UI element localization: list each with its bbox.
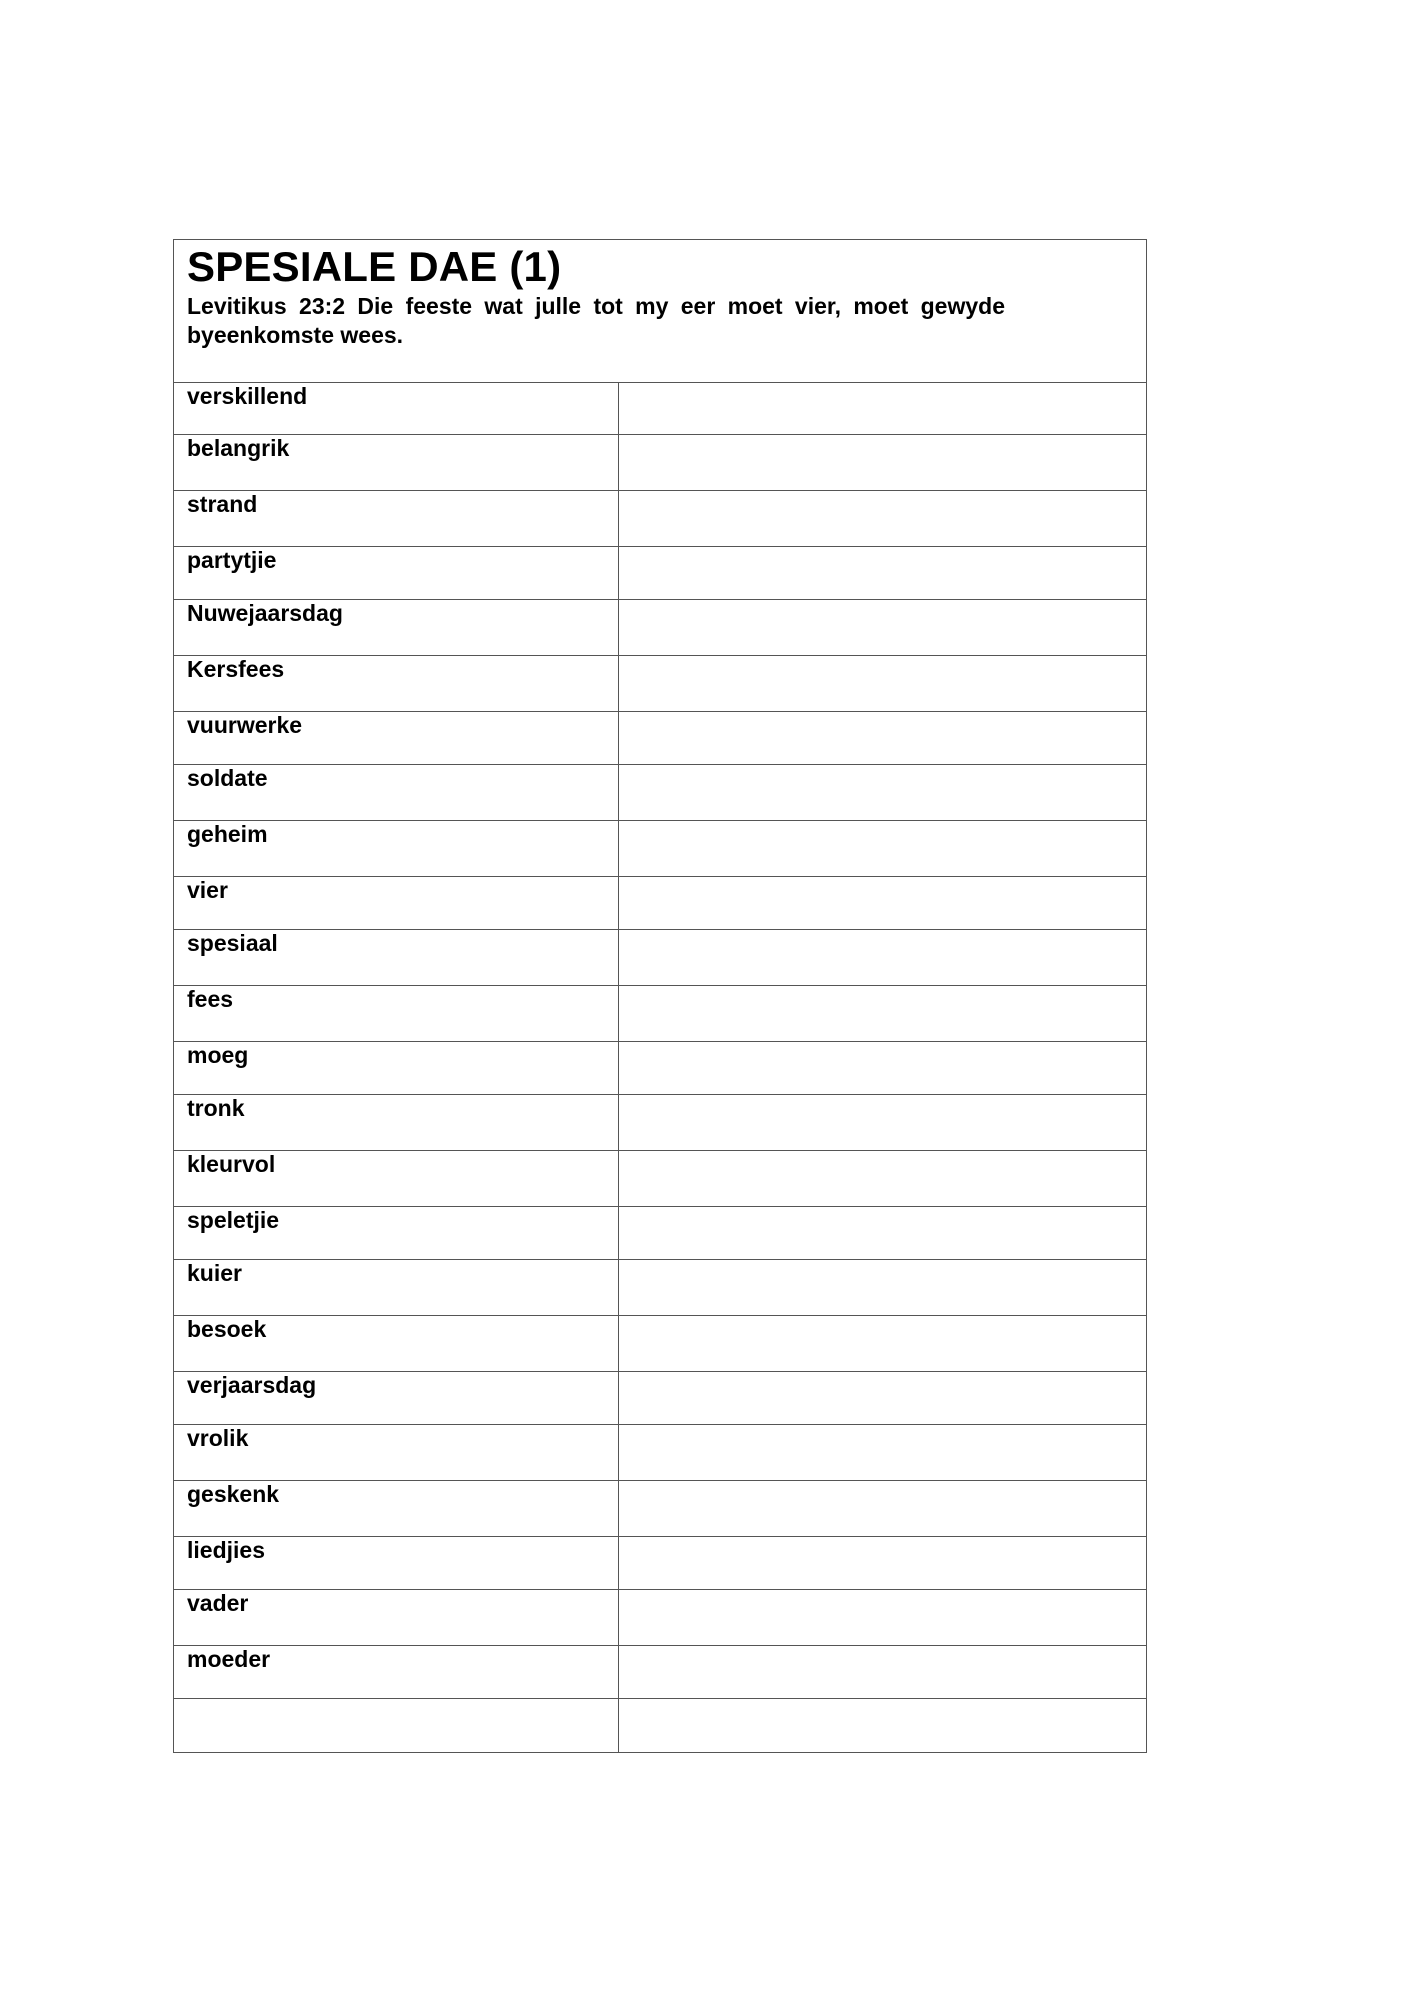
vocabulary-word: vier: [187, 877, 228, 903]
table-row: [174, 821, 1146, 877]
table-row: [174, 600, 1146, 656]
table-row: [174, 1646, 1146, 1699]
answer-cell[interactable]: [620, 1260, 1146, 1315]
answer-cell[interactable]: [620, 1042, 1146, 1094]
vocabulary-word: verjaarsdag: [187, 1372, 317, 1398]
answer-cell[interactable]: [620, 547, 1146, 599]
table-row: [174, 491, 1146, 547]
answer-cell[interactable]: [620, 1699, 1146, 1752]
answer-cell[interactable]: [620, 600, 1146, 655]
page-title: SPESIALE DAE (1): [187, 243, 562, 290]
vocabulary-word: tronk: [187, 1095, 245, 1121]
table-row: [174, 877, 1146, 930]
answer-cell[interactable]: [620, 491, 1146, 546]
vocabulary-word: geskenk: [187, 1481, 280, 1507]
table-row: [174, 1260, 1146, 1316]
vocabulary-word: vuurwerke: [187, 712, 303, 738]
answer-cell[interactable]: [620, 712, 1146, 764]
vocabulary-word: vader: [187, 1590, 249, 1616]
answer-cell[interactable]: [620, 383, 1146, 434]
table-row: [174, 547, 1146, 600]
table-row: [174, 765, 1146, 821]
answer-cell[interactable]: [620, 435, 1146, 490]
answer-cell[interactable]: [620, 1646, 1146, 1698]
vocabulary-word: kleurvol: [187, 1151, 276, 1177]
answer-cell[interactable]: [620, 1537, 1146, 1589]
table-row: [174, 1095, 1146, 1151]
answer-cell[interactable]: [620, 1590, 1146, 1645]
table-row: [174, 383, 1146, 435]
answer-cell[interactable]: [620, 765, 1146, 820]
vocabulary-word: vrolik: [187, 1425, 249, 1451]
table-row: [174, 1207, 1146, 1260]
vocabulary-word: kuier: [187, 1260, 242, 1286]
table-row: [174, 1481, 1146, 1537]
scripture-verse: Levitikus 23:2 Die feeste wat julle tot my eer moet vier, moet gewyde byeenkomste wees.: [187, 293, 1005, 348]
answer-cell[interactable]: [620, 1481, 1146, 1536]
table-row: [174, 1590, 1146, 1646]
answer-cell[interactable]: [620, 656, 1146, 711]
vocabulary-word: moeder: [187, 1646, 271, 1672]
answer-cell[interactable]: [620, 877, 1146, 929]
vocabulary-word: spesiaal: [187, 930, 278, 956]
vocabulary-word: soldate: [187, 765, 268, 791]
table-row: [174, 1425, 1146, 1481]
vocabulary-word: partytjie: [187, 547, 277, 573]
answer-cell[interactable]: [620, 1095, 1146, 1150]
vocabulary-word: belangrik: [187, 435, 290, 461]
vocabulary-word: Kersfees: [187, 656, 285, 682]
worksheet-table: [173, 239, 1147, 1753]
table-row: [174, 1537, 1146, 1590]
answer-cell[interactable]: [620, 1151, 1146, 1206]
table-row: [174, 1372, 1146, 1425]
table-row: [174, 712, 1146, 765]
answer-cell[interactable]: [620, 821, 1146, 876]
vocabulary-word: speletjie: [187, 1207, 280, 1233]
vocabulary-word: besoek: [187, 1316, 267, 1342]
table-row: [174, 435, 1146, 491]
vocabulary-word: fees: [187, 986, 234, 1012]
vocabulary-word: strand: [187, 491, 258, 517]
table-row: [174, 986, 1146, 1042]
worksheet-header: [174, 240, 1146, 383]
vocabulary-word: Nuwejaarsdag: [187, 600, 343, 626]
answer-cell[interactable]: [620, 1207, 1146, 1259]
table-row: [174, 1042, 1146, 1095]
vocabulary-word: liedjies: [187, 1537, 265, 1563]
answer-cell[interactable]: [620, 1316, 1146, 1371]
table-row: [174, 930, 1146, 986]
answer-cell[interactable]: [620, 1372, 1146, 1424]
table-row: [174, 1699, 1146, 1752]
vocabulary-word: moeg: [187, 1042, 249, 1068]
answer-cell[interactable]: [620, 986, 1146, 1041]
vocabulary-word: geheim: [187, 821, 268, 847]
table-row: [174, 1151, 1146, 1207]
vocabulary-word: verskillend: [187, 383, 308, 409]
table-row: [174, 1316, 1146, 1372]
table-row: [174, 656, 1146, 712]
answer-cell[interactable]: [620, 930, 1146, 985]
answer-cell[interactable]: [620, 1425, 1146, 1480]
vocabulary-rows: [174, 383, 1146, 1752]
